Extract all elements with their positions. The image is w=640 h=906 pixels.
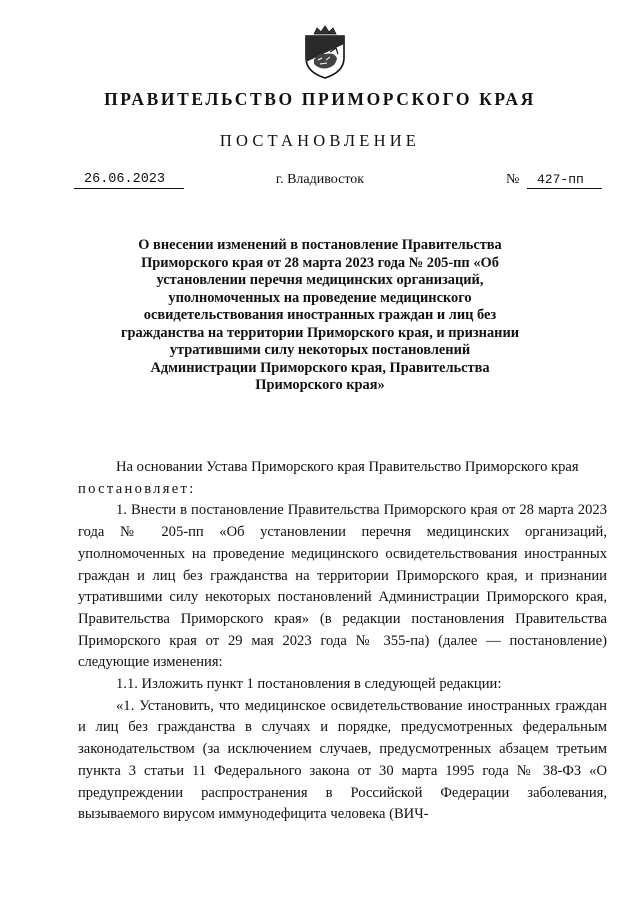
coat-of-arms-emblem [300,24,350,80]
number-value: 427-пп [527,171,602,189]
document-body [78,457,607,826]
government-heading: ПРАВИТЕЛЬСТВО ПРИМОРСКОГО КРАЯ [104,89,536,109]
document-date: 26.06.2023 [74,171,184,189]
number-sign: № [506,172,520,187]
document-title: О внесении изменений в постановление Правительства Приморского края от 28 марта 2023 года № 205-пп «Об установлении перечня медицинских организаций, уполномоченных на проведение медицинского освидетельствования иностранных граждан и лиц без гражданства на территории Приморского края, и признании утратившими силу некоторых постановлений Администрации Приморского края, Правительства Приморского края» [120,237,520,393]
document-city: г. Владивосток [275,172,365,187]
intro-paragraph: На основании Устава Приморского края Правительство Приморского края [116,459,579,475]
document-type: ПОСТАНОВЛЕНИЕ [219,131,421,150]
document-number [506,171,602,188]
item-1-paragraph: 1. Внести в постановление Правительства Приморского края от 28 марта 2023 года № 205-пп «Об установлении перечня медицинских организаций, уполномоченных на проведение медицинского освидетельствования иностранных граждан и лиц без гражданства на территории Приморского края, и признании утратившими силу некоторых постановлений Администрации Приморского края, Правительства Приморского края» (в редакции постановления Правительства Приморского края от 29 мая 2023 года № 355-па) (далее — постановление) следующие изменения: [78,502,607,671]
quoted-item-paragraph: «1. Установить, что медицинское освидетельствование иностранных граждан и лиц без гражданства в случаях и порядке, предусмотренных федеральным законодательством (за исключением случаев, предусмотренных абзацем третьим пункта 3 статьи 11 Федерального закона от 30 марта 1995 года № 38-ФЗ «О предупреждении распространения в Российской Федерации заболевания, вызываемого вирусом иммунодефицита человека (ВИЧ- [78,697,607,823]
item-1-1-paragraph: 1.1. Изложить пункт 1 постановления в следующей редакции: [116,676,502,693]
resolves-word: постановляет: [78,480,196,497]
